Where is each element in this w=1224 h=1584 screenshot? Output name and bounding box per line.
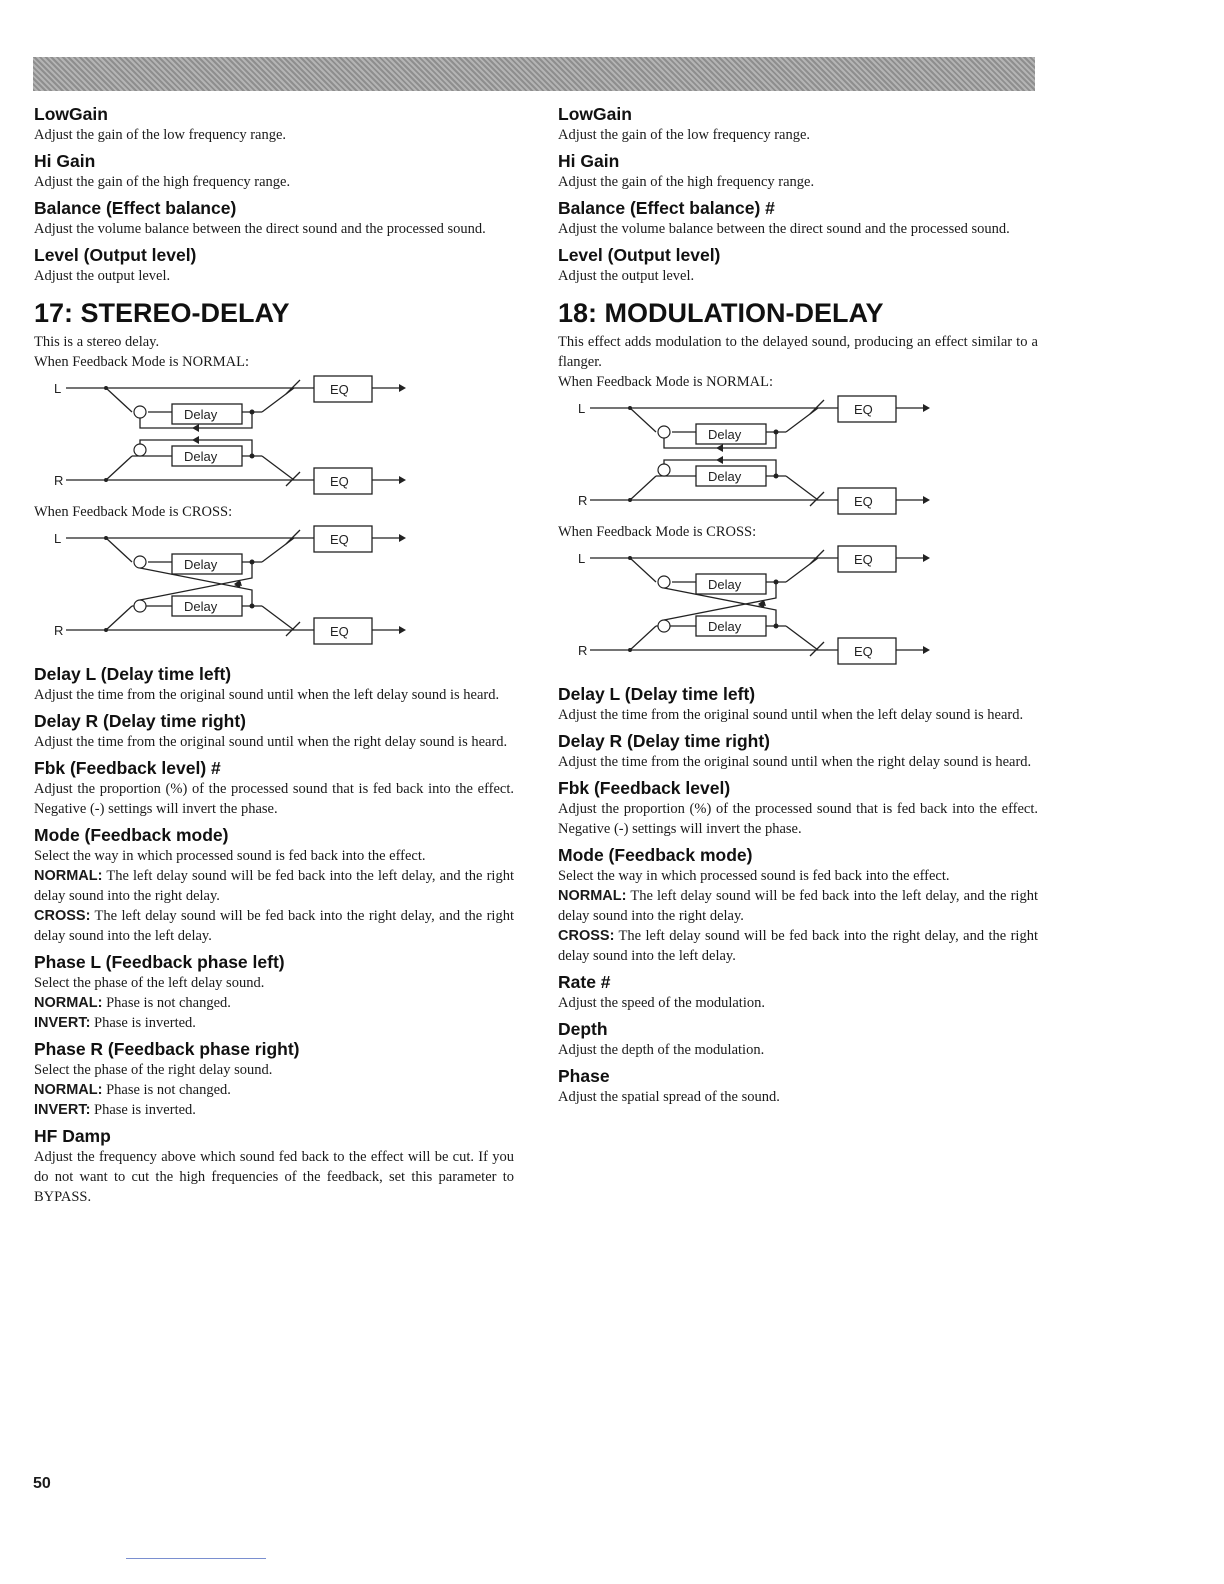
param-desc: Adjust the gain of the high frequency range. xyxy=(34,174,291,190)
input-label-l: L xyxy=(54,381,62,396)
cross-mode-diagram xyxy=(34,522,434,652)
option-desc: The left delay sound will be fed back into the right delay, and the right delay sound into the left delay. xyxy=(558,928,1038,964)
param-delay-l xyxy=(34,664,514,705)
param-title: Delay R (Delay time right) xyxy=(34,711,246,731)
option-label: INVERT: xyxy=(34,1102,91,1118)
param-phase xyxy=(558,1066,1038,1107)
input-label-r: R xyxy=(54,623,64,638)
param-lowgain xyxy=(558,104,1038,145)
eq-label: EQ xyxy=(854,552,873,567)
param-desc: Select the way in which processed sound is fed back into the effect. xyxy=(558,868,950,884)
delay-label: Delay xyxy=(708,577,742,592)
option-normal xyxy=(34,993,514,1013)
delay-label: Delay xyxy=(708,619,742,634)
eq-label: EQ xyxy=(854,494,873,509)
param-desc: Adjust the gain of the low frequency range. xyxy=(558,127,811,143)
header-bar xyxy=(33,57,1035,91)
normal-caption: When Feedback Mode is NORMAL: xyxy=(558,374,774,390)
param-title: HF Damp xyxy=(34,1126,111,1146)
delay-label: Delay xyxy=(184,407,218,422)
option-normal xyxy=(34,866,514,906)
eq-label: EQ xyxy=(330,624,349,639)
normal-caption: When Feedback Mode is NORMAL: xyxy=(34,354,250,370)
input-label-r: R xyxy=(578,643,588,658)
param-desc: Adjust the time from the original sound until when the left delay sound is heard. xyxy=(558,707,1024,723)
footer-rule xyxy=(126,1558,266,1559)
param-fbk xyxy=(558,778,1038,839)
right-column xyxy=(558,104,1038,1113)
param-desc: Adjust the gain of the low frequency range. xyxy=(34,127,287,143)
param-rate xyxy=(558,972,1038,1013)
param-desc: Adjust the gain of the high frequency range. xyxy=(558,174,815,190)
option-desc: The left delay sound will be fed back into the right delay, and the right delay sound into the left delay. xyxy=(34,908,514,944)
param-balance xyxy=(558,198,1038,239)
cross-caption: When Feedback Mode is CROSS: xyxy=(34,504,233,520)
param-title: Balance (Effect balance) # xyxy=(558,198,775,218)
param-desc: Adjust the proportion (%) of the processed sound that is fed back into the effect. Negative (-) settings will invert the phase. xyxy=(34,781,514,817)
option-cross xyxy=(558,926,1038,966)
param-desc: Adjust the spatial spread of the sound. xyxy=(558,1089,780,1105)
param-desc: Adjust the time from the original sound until when the left delay sound is heard. xyxy=(34,687,500,703)
option-desc: Phase is inverted. xyxy=(94,1015,196,1031)
option-invert xyxy=(34,1013,514,1033)
effect-title: 17: STEREO-DELAY xyxy=(34,298,290,328)
option-desc: Phase is not changed. xyxy=(106,995,231,1011)
param-title: Level (Output level) xyxy=(558,245,721,265)
param-desc: Adjust the depth of the modulation. xyxy=(558,1042,765,1058)
param-delay-r xyxy=(558,731,1038,772)
param-title: LowGain xyxy=(34,104,108,124)
eq-label: EQ xyxy=(854,402,873,417)
effect-title: 18: MODULATION-DELAY xyxy=(558,298,884,328)
param-desc: Adjust the output level. xyxy=(34,268,171,284)
option-invert xyxy=(34,1100,514,1120)
param-desc: Adjust the time from the original sound until when the right delay sound is heard. xyxy=(34,734,508,750)
option-label: NORMAL: xyxy=(34,995,103,1011)
option-label: CROSS: xyxy=(34,908,91,924)
param-lowgain xyxy=(34,104,514,145)
param-title: Fbk (Feedback level) xyxy=(558,778,731,798)
param-title: Level (Output level) xyxy=(34,245,197,265)
param-mode xyxy=(34,825,514,946)
param-hf-damp xyxy=(34,1126,514,1207)
option-desc: Phase is inverted. xyxy=(94,1102,196,1118)
input-label-l: L xyxy=(578,401,586,416)
param-title: Hi Gain xyxy=(34,151,96,171)
delay-label: Delay xyxy=(184,449,218,464)
param-desc: Select the phase of the left delay sound. xyxy=(34,975,265,991)
param-higain xyxy=(34,151,514,192)
param-desc: Adjust the proportion (%) of the processed sound that is fed back into the effect. Negative (-) settings will invert the phase. xyxy=(558,801,1038,837)
page-number: 50 xyxy=(33,1475,51,1492)
param-desc: Adjust the frequency above which sound fed back to the effect will be cut. If you do not want to cut the high frequencies of the feedback, set this parameter to BYPASS. xyxy=(34,1149,514,1205)
param-desc: Adjust the volume balance between the direct sound and the processed sound. xyxy=(558,221,1010,237)
param-desc: Adjust the output level. xyxy=(558,268,695,284)
delay-label: Delay xyxy=(708,427,742,442)
param-phase-l xyxy=(34,952,514,1033)
option-normal xyxy=(34,1080,514,1100)
param-desc: Adjust the time from the original sound until when the right delay sound is heard. xyxy=(558,754,1032,770)
param-title: Phase L (Feedback phase left) xyxy=(34,952,285,972)
delay-label: Delay xyxy=(708,469,742,484)
option-desc: Phase is not changed. xyxy=(106,1082,231,1098)
option-normal xyxy=(558,886,1038,926)
param-depth xyxy=(558,1019,1038,1060)
normal-mode-diagram xyxy=(558,392,958,522)
param-desc: Select the way in which processed sound is fed back into the effect. xyxy=(34,848,426,864)
option-label: INVERT: xyxy=(34,1015,91,1031)
param-level xyxy=(34,245,514,286)
param-title: Depth xyxy=(558,1019,608,1039)
param-delay-r xyxy=(34,711,514,752)
param-desc: Adjust the speed of the modulation. xyxy=(558,995,765,1011)
input-label-l: L xyxy=(54,531,62,546)
left-column xyxy=(34,104,514,1213)
normal-mode-diagram xyxy=(34,372,434,502)
param-mode xyxy=(558,845,1038,966)
param-title: Mode (Feedback mode) xyxy=(34,825,229,845)
input-label-r: R xyxy=(578,493,588,508)
param-title: Delay L (Delay time left) xyxy=(558,684,756,704)
param-title: Delay R (Delay time right) xyxy=(558,731,770,751)
option-label: NORMAL: xyxy=(558,888,627,904)
option-label: NORMAL: xyxy=(34,1082,103,1098)
param-phase-r xyxy=(34,1039,514,1120)
intro-text: This is a stereo delay. xyxy=(34,334,160,350)
eq-label: EQ xyxy=(330,382,349,397)
param-title: Mode (Feedback mode) xyxy=(558,845,753,865)
param-desc: Select the phase of the right delay sound. xyxy=(34,1062,273,1078)
cross-caption: When Feedback Mode is CROSS: xyxy=(558,524,757,540)
option-label: NORMAL: xyxy=(34,868,103,884)
delay-label: Delay xyxy=(184,557,218,572)
param-title: Phase xyxy=(558,1066,610,1086)
param-level xyxy=(558,245,1038,286)
option-desc: The left delay sound will be fed back into the left delay, and the right delay sound into the right delay. xyxy=(558,888,1038,924)
param-title: Delay L (Delay time left) xyxy=(34,664,232,684)
eq-label: EQ xyxy=(330,474,349,489)
eq-label: EQ xyxy=(330,532,349,547)
param-title: Balance (Effect balance) xyxy=(34,198,237,218)
param-desc: Adjust the volume balance between the direct sound and the processed sound. xyxy=(34,221,486,237)
option-desc: The left delay sound will be fed back into the left delay, and the right delay sound into the right delay. xyxy=(34,868,514,904)
param-balance xyxy=(34,198,514,239)
param-title: Rate # xyxy=(558,972,611,992)
param-title: LowGain xyxy=(558,104,632,124)
option-cross xyxy=(34,906,514,946)
intro-text: This effect adds modulation to the delayed sound, producing an effect similar to a flanger. xyxy=(558,334,1038,370)
param-delay-l xyxy=(558,684,1038,725)
eq-label: EQ xyxy=(854,644,873,659)
input-label-r: R xyxy=(54,473,64,488)
param-higain xyxy=(558,151,1038,192)
cross-mode-diagram xyxy=(558,542,958,672)
param-title: Phase R (Feedback phase right) xyxy=(34,1039,300,1059)
option-label: CROSS: xyxy=(558,928,615,944)
delay-label: Delay xyxy=(184,599,218,614)
param-fbk xyxy=(34,758,514,819)
input-label-l: L xyxy=(578,551,586,566)
param-title: Fbk (Feedback level) # xyxy=(34,758,221,778)
param-title: Hi Gain xyxy=(558,151,620,171)
